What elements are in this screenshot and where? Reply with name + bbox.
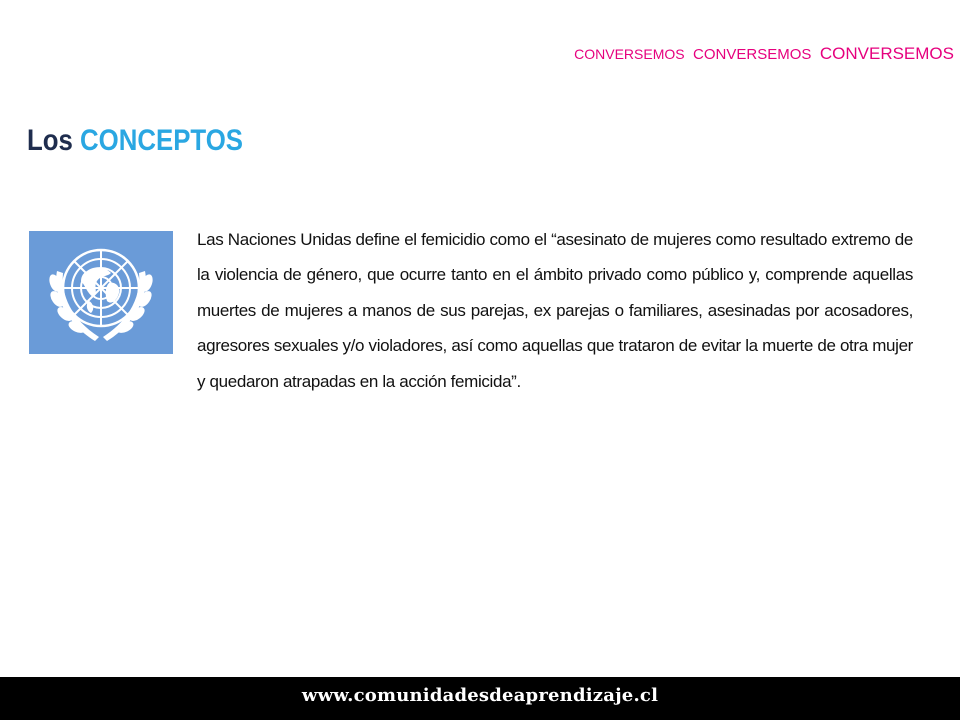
footer-url: www.comunidadesdeaprendizaje.cl (301, 685, 659, 706)
banner-word: CONVERSEMOS (574, 46, 685, 62)
footer-bar (0, 677, 960, 720)
page-title (27, 124, 243, 158)
banner-word: CONVERSEMOS (819, 44, 954, 63)
un-emblem-icon (29, 231, 173, 354)
title-part-conceptos: CONCEPTOS (80, 124, 244, 157)
banner-word: CONVERSEMOS (693, 46, 812, 63)
definition-paragraph: Las Naciones Unidas define el femicidio como el “asesinato de mujeres como resultado extremo de la violencia de género, que ocurre tanto en el ámbito privado como público y, comprende aquellas muertes de mujeres a manos de sus parejas, ex parejas o familiares, asesinadas por acosadores, agresores sexuales y/o violadores, así como aquellas que trataron de evitar la muerte de otra mujer y quedaron atrapadas en la acción femicida”. (197, 230, 913, 391)
title-part-los: Los (27, 124, 73, 157)
header-banner (574, 44, 954, 64)
